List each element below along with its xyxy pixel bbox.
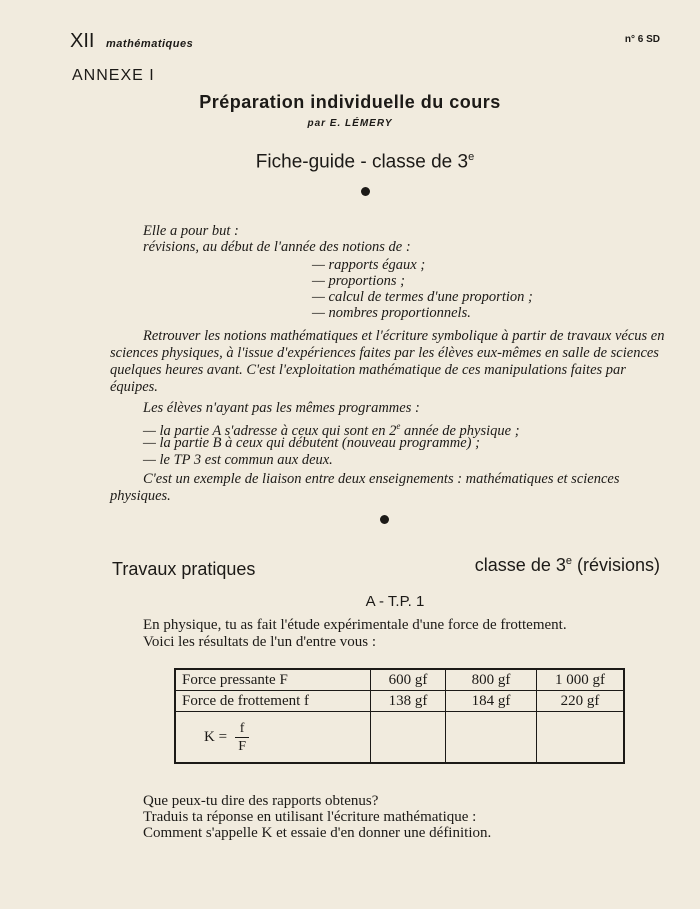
empty-answer-cell	[371, 712, 446, 764]
question: Traduis ta réponse en utilisant l'écriture mathématique :	[143, 809, 477, 825]
results-table	[174, 668, 625, 764]
table-cell: 1 000 gf	[537, 669, 625, 691]
empty-answer-cell	[537, 712, 625, 764]
tp-heading: Travaux pratiques	[112, 559, 256, 579]
annexe-label: ANNEXE I	[72, 67, 155, 84]
goal-item: — proportions ;	[312, 273, 405, 289]
tp1-heading: A - T.P. 1	[365, 593, 425, 610]
k-formula	[175, 712, 371, 764]
bullet-dot	[361, 187, 370, 196]
paragraph-2-intro: Les élèves n'ayant pas les mêmes programmes :	[143, 400, 420, 416]
fiche-text: Fiche-guide - classe de 3	[255, 151, 469, 173]
table-cell: 138 gf	[371, 691, 446, 712]
issue-number: n° 6 SD	[624, 34, 660, 45]
paragraph-2	[143, 400, 673, 417]
question: Que peux-tu dire des rapports obtenus?	[143, 793, 379, 809]
section-name: mathématiques	[106, 38, 194, 50]
tp-class	[475, 555, 660, 576]
fiche-sup: e	[468, 151, 475, 163]
k-fraction	[235, 720, 250, 755]
table-row	[175, 691, 624, 712]
table-row	[175, 669, 624, 691]
paragraph-3	[110, 471, 665, 505]
tp-class-post: (révisions)	[571, 555, 660, 575]
list-item-a-post: année de physique ;	[400, 422, 520, 439]
paragraph-3-text: C'est un exemple de liaison entre deux enseignements : mathématiques et sciences physiques.	[110, 471, 620, 504]
tp-intro-line-2: Voici les résultats de l'un d'entre vous :	[143, 634, 377, 650]
paragraph-1-text: Retrouver les notions mathématiques et l'écriture symbolique à partir de travaux vécus en sciences physiques, à l'issue d'expériences faites par les élèves eux-mêmes en salle de sciences quelques heures avant. C'est l'exploitation mathématique de ces manipulations faites par équipes.	[110, 328, 665, 395]
article-author: par E. LÉMERY	[307, 118, 393, 129]
tp-class-text: classe de 3	[474, 555, 566, 575]
article-title: Préparation individuelle du cours	[199, 92, 501, 112]
bullet-dot	[380, 515, 389, 524]
intro-line-1: Elle a pour but :	[143, 223, 239, 239]
list-item-b: — la partie B à ceux qui débutent (nouveau programme) ;	[143, 435, 480, 451]
list-item-c: — le TP 3 est commun aux deux.	[143, 452, 333, 468]
row-label: Force pressante F	[175, 669, 371, 691]
k-label: K =	[204, 728, 228, 745]
table-row	[175, 712, 624, 764]
page-header-left	[70, 30, 193, 53]
goal-item: — nombres proportionnels.	[312, 305, 471, 321]
tp-class-sup: e	[565, 555, 572, 567]
table-cell: 184 gf	[446, 691, 537, 712]
list-item-a-sup: e	[396, 421, 401, 431]
table-cell: 220 gf	[537, 691, 625, 712]
paragraph-1	[110, 328, 665, 396]
row-label: Force de frottement f	[175, 691, 371, 712]
table-cell: 600 gf	[371, 669, 446, 691]
k-numerator: f	[235, 720, 250, 738]
k-denominator: F	[238, 738, 247, 754]
page-number: XII	[70, 30, 95, 52]
question: Comment s'appelle K et essaie d'en donner une définition.	[143, 825, 492, 841]
goal-item: — calcul de termes d'une proportion ;	[312, 289, 533, 305]
intro-line-2: révisions, au début de l'année des notions de :	[143, 239, 411, 255]
goal-item: — rapports égaux ;	[312, 257, 426, 273]
tp-intro-line-1: En physique, tu as fait l'étude expérimentale d'une force de frottement.	[143, 617, 567, 633]
table-cell: 800 gf	[446, 669, 537, 691]
empty-answer-cell	[446, 712, 537, 764]
fiche-heading	[0, 151, 700, 173]
list-item-a-pre: — la partie A s'adresse à ceux qui sont en 2	[143, 422, 397, 439]
